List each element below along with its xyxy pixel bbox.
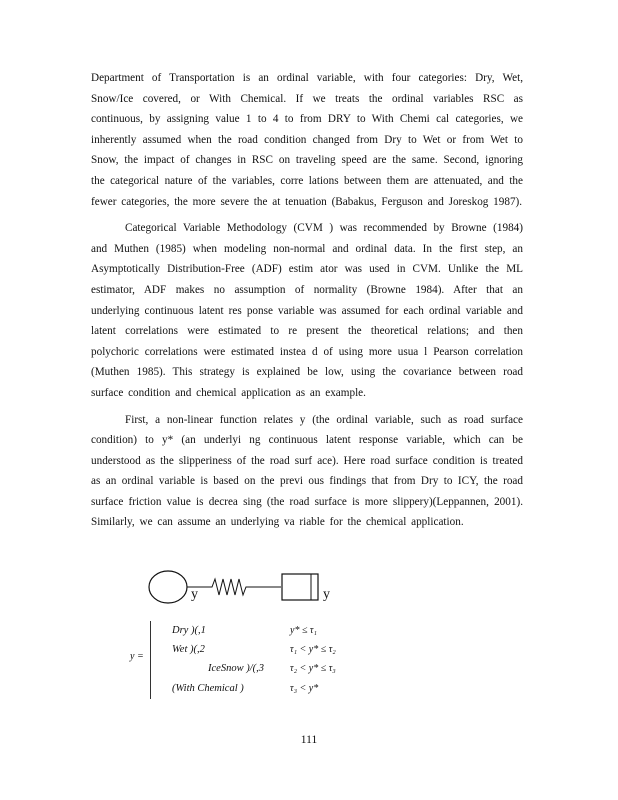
equation-row-value: (With Chemical ): [172, 683, 244, 694]
observed-box: [282, 574, 318, 600]
body-text: [91, 68, 523, 533]
equation-brace: [150, 621, 159, 699]
paragraph-3: First, a non-linear function relates y (the ordinal variable, such as road surface condition) to y* (an underlyi ng continuous latent response variable, which can be understood as the slipperiness of the road surf ace). Here road surface condition is treated as an ordinal variable is based on the previ ous findings that from Dry to ICY, the road surface friction value is decrea sing (the road surface is more slippery)(Leppannen, 2001). Similarly, we can assume an underlying va riable for the chemical application.: [91, 413, 523, 529]
equation-lhs: y =: [130, 651, 144, 662]
equation-row-condition: τ₃ < y*: [290, 683, 319, 694]
latent-ellipse: [149, 571, 187, 603]
latent-variable-diagram: [140, 560, 400, 610]
equation-row-condition: τ₁ < y* ≤ τ₂: [290, 644, 336, 655]
latent-label: y: [191, 587, 198, 602]
equation-row-condition: y* ≤ τ₁: [290, 625, 317, 636]
equation-row-value: IceSnow )/(,3: [208, 663, 264, 674]
spring-connector: [187, 579, 281, 595]
observed-label: y: [323, 587, 330, 602]
page-number: 111: [300, 734, 318, 746]
equation-row-condition: τ₂ < y* ≤ τ₃: [290, 663, 336, 674]
equation-row-value: Dry )(,1: [172, 625, 206, 636]
ordinal-equation: [130, 621, 370, 701]
paragraph-2: Categorical Variable Methodology (CVM ) was recommended by Browne (1984) and Muthen (1985) when modeling non-normal and ordinal data. In the first step, an Asymptotically Distribution-Free (ADF) estim ator was used in CVM. Unlike the ML estimator, ADF makes no assumption of normality (Browne 1984). After that an underlying continuous latent res ponse variable was assumed for each ordinal variable and latent correlations were estimated to re present the theoretical relations; and then polychoric correlations were estimated instea d of using more usua l Pearson correlation (Muthen 1985). This strategy is explained be low, using the covariance between road surface condition and chemical application as an example.: [91, 222, 523, 399]
equation-row-value: Wet )(,2: [172, 644, 205, 655]
paragraph-1: Department of Transportation is an ordinal variable, with four categories: Dry, Wet, Snow/Ice covered, or With Chemical. If we treats the ordinal variables RSC as continuous, by assigning value 1 to 4 to from DRY to With Chemi cal categories, we inherently assumed when the road condition changed from Dry to Wet or from Wet to Snow, the impact of changes in RSC on traveling speed are the same. Second, ignoring the categorical nature of the variables, corre lations between them are attenuated, and the fewer categories, the more severe the at tenuation (Babakus, Ferguson and Joreskog 1987).: [91, 72, 523, 208]
